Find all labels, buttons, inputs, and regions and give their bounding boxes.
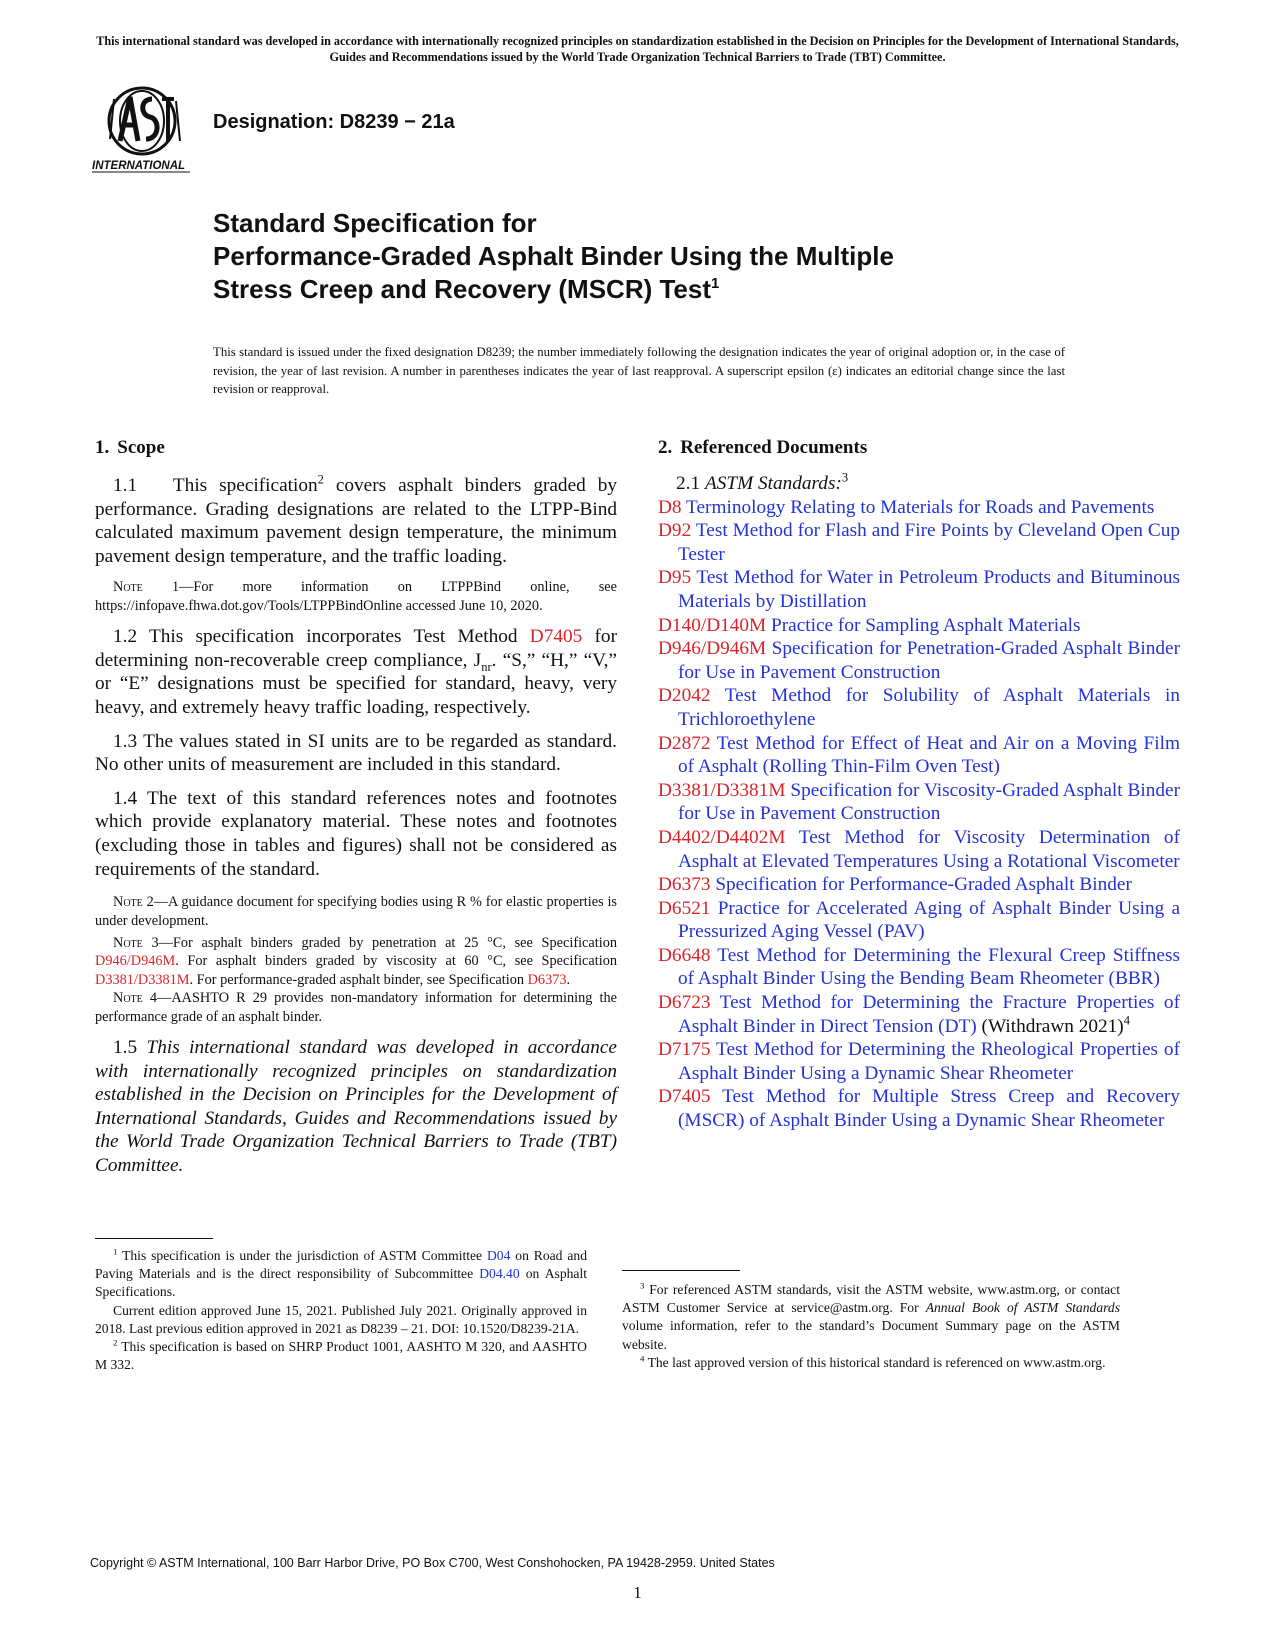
referenced-documents-section: [658, 436, 1180, 1133]
title-line-2: Performance-Graded Asphalt Binder Using the Multiple: [213, 241, 894, 271]
note-text: 2—A guidance document for specifying bodies using R % for elastic properties is under development.: [95, 894, 617, 929]
reference-list: [658, 496, 1180, 1133]
reference-title-link[interactable]: Terminology Relating to Materials for Roads and Pavements: [681, 496, 1155, 518]
footnote-text: For referenced ASTM standards, visit the ASTM website, www.astm.org, or contact ASTM Customer Service at service@astm.org. For: [622, 1282, 1120, 1316]
reference-code-link[interactable]: D95: [658, 567, 692, 589]
reference-title-link[interactable]: Test Method for Water in Petroleum Products and Bituminous Materials by Distillation: [678, 567, 1180, 612]
referenced-heading: [658, 436, 1180, 460]
reference-title-link[interactable]: Test Method for Multiple Stress Creep and Recovery (MSCR) of Asphalt Binder Using a Dynamic Shear Rheometer: [678, 1086, 1180, 1132]
note-2: [95, 893, 617, 930]
page-number: 1: [633, 1583, 642, 1602]
footnote-1-edition: Current edition approved June 15, 2021. Published July 2021. Originally approved in 2018. Last previous edition approved in 2021 as D8239 – 21. DOI: 10.1520/D8239-21A.: [95, 1302, 587, 1336]
title-line-1: Standard Specification for: [213, 208, 537, 238]
title-line-3: [213, 273, 894, 306]
footnote-3: [622, 1281, 1120, 1354]
note-label: Note: [113, 934, 143, 951]
reference-item: [658, 897, 1180, 944]
reference-title-link[interactable]: Specification for Penetration-Graded Asphalt Binder for Use in Pavement Construction: [678, 638, 1180, 683]
subscript: nr: [481, 659, 492, 674]
reference-item: [658, 826, 1180, 873]
scope-heading: [95, 436, 617, 460]
reference-title-link[interactable]: Test Method for Viscosity Determination of Asphalt at Elevated Temperatures Using a Rotational Viscometer: [678, 826, 1180, 872]
note-3: [95, 934, 617, 989]
note-text: .: [566, 971, 571, 988]
reference-code-link[interactable]: D7405: [658, 1086, 711, 1108]
scope-heading-text: Scope: [117, 437, 165, 458]
reference-code-link[interactable]: D2872: [658, 732, 711, 754]
reference-item: [658, 566, 1180, 613]
wto-statement: This international standard was developed in accordance with internationally recognized principles on standardization established in the Decision on Principles for the Development of International Standards, Guides and Recommendations issued by the World Trade Organization Technical Barriers to Trade (TBT) Committee.: [96, 34, 1179, 64]
link-d04[interactable]: D04: [486, 1248, 511, 1263]
document-title: [213, 207, 894, 306]
reference-item: [658, 684, 1180, 731]
footnote-number: 2: [113, 1337, 118, 1348]
footnote-number: 4: [640, 1353, 645, 1364]
footnote-4: [622, 1354, 1120, 1372]
footnote-text: on Road and Paving Materials and is the direct responsibility of Subcommittee: [95, 1248, 587, 1282]
footnote-ref: 2: [317, 472, 324, 487]
para-number: 1.1: [113, 475, 138, 496]
reference-title-link[interactable]: Practice for Accelerated Aging of Asphalt Binder Using a Pressurized Aging Vessel (PAV): [678, 897, 1180, 943]
reference-code-link[interactable]: D3381/D3381M: [658, 779, 786, 801]
link-d3381[interactable]: D3381/D3381M: [95, 971, 190, 988]
reference-item: [658, 1085, 1180, 1132]
reference-code-link[interactable]: D8: [658, 496, 682, 518]
reference-code-link[interactable]: D6373: [658, 874, 711, 896]
footnote-ref: 4: [1123, 1013, 1130, 1028]
reference-title-link[interactable]: Test Method for Determining the Flexural Creep Stiffness of Asphalt Binder Using the Bending Beam Rheometer (BBR): [678, 944, 1180, 990]
para-text: covers asphalt binders graded by performance. Grading designations are related to the LTPP-Bind calculated maximum pavement design temperature, the minimum pavement design temperature, and the traffic loading.: [95, 475, 617, 567]
reference-item: [658, 1038, 1180, 1085]
scope-para-1-1: [95, 474, 617, 568]
reference-item: [658, 496, 1180, 520]
note-1: [95, 578, 617, 615]
link-d6373[interactable]: D6373: [527, 971, 567, 988]
footnote-1: [95, 1247, 587, 1302]
footnote-text: This specification is under the jurisdiction of ASTM Committee: [117, 1248, 487, 1263]
reference-code-link[interactable]: D6723: [658, 992, 711, 1014]
para-text: . “S,” “H,” “V,” or “E” designations must be specified for standard, heavy, very heavy, and extremely heavy traffic loading, respectively.: [95, 649, 617, 718]
reference-code-link[interactable]: D6648: [658, 944, 711, 966]
reference-item: [658, 637, 1180, 684]
note-label: Note: [113, 990, 143, 1007]
note-4: [95, 989, 617, 1026]
copyright: Copyright © ASTM International, 100 Barr Harbor Drive, PO Box C700, West Conshohocken, PA 19428-2959. United States: [90, 1556, 775, 1570]
reference-item: [658, 944, 1180, 991]
note-text: . For performance-graded asphalt binder, see Specification: [189, 971, 528, 988]
note-label: Note: [113, 579, 143, 596]
reference-title-link[interactable]: Test Method for Determining the Rheological Properties of Asphalt Binder Using a Dynamic Shear Rheometer: [678, 1039, 1180, 1084]
note-text: 1—For more information on LTPPBind online, see https://infopave.fhwa.dot.gov/Tools/LTPPBindOnline accessed June 10, 2020.: [95, 579, 617, 614]
reference-item: [658, 614, 1180, 638]
reference-code-link[interactable]: D7175: [658, 1039, 711, 1061]
para-text: for determining non-recoverable creep compliance, J: [95, 626, 617, 671]
reference-title-link[interactable]: Test Method for Solubility of Asphalt Materials in Trichloroethylene: [678, 685, 1180, 730]
reference-title-link[interactable]: Practice for Sampling Asphalt Materials: [766, 614, 1081, 636]
reference-code-link[interactable]: D92: [658, 520, 692, 542]
referenced-heading-text: Referenced Documents: [680, 437, 868, 458]
link-d946[interactable]: D946/D946M: [95, 953, 176, 970]
reference-title-link[interactable]: Specification for Viscosity-Graded Asphalt Binder for Use in Pavement Construction: [678, 779, 1180, 825]
footnote-divider: [95, 1238, 213, 1239]
note-text: . For asphalt binders graded by viscosity at 60 °C, see Specification: [175, 953, 617, 970]
note-text: 4—AASHTO R 29 provides non-mandatory information for determining the performance grade of an asphalt binder.: [95, 990, 617, 1025]
footnote-text: volume information, refer to the standard’s Document Summary page on the ASTM website.: [622, 1318, 1120, 1352]
reference-status: (Withdrawn 2021): [976, 1015, 1124, 1037]
reference-title-link[interactable]: Specification for Performance-Graded Asphalt Binder: [710, 874, 1132, 896]
footnotes-right: [622, 1281, 1120, 1372]
footnote-divider-right: [622, 1270, 740, 1271]
para-text: 1.2 This specification incorporates Test Method: [113, 626, 530, 648]
reference-item: [658, 779, 1180, 826]
note-label: Note: [113, 894, 143, 911]
para-text: This international standard was developed in accordance with internationally recognized principles on standardization established in the Decision on Principles for the Development of International Standards, Guides and Recommendations issued by the World Trade Organization Technical Barriers to Trade (TBT) Committee.: [95, 1036, 617, 1176]
reference-code-link[interactable]: D140/D140M: [658, 614, 767, 636]
reference-title-link[interactable]: Test Method for Effect of Heat and Air on a Moving Film of Asphalt (Rolling Thin-Film Oven Test): [678, 732, 1180, 778]
issuance-note: This standard is issued under the fixed designation D8239; the number immediately following the designation indicates the year of original adoption or, in the case of revision, the year of last revision. A number in parentheses indicates the year of last reapproval. A superscript epsilon (ε) indicates an editorial change since the last revision or reapproval.: [213, 345, 1065, 396]
footnote-2: [95, 1338, 587, 1374]
footnote-text: This specification is based on SHRP Product 1001, AASHTO M 320, and AASHTO M 332.: [95, 1339, 587, 1373]
para-number: 2.1: [676, 473, 701, 494]
reference-item: [658, 873, 1180, 897]
designation: Designation: D8239 − 21a: [213, 111, 455, 133]
scope-para-1-4: 1.4 The text of this standard references notes and footnotes which provide explanatory material. These notes and footnotes (excluding those in tables and figures) shall not be considered as requirements of the standard.: [95, 787, 617, 880]
title-footnote-ref: 1: [711, 275, 720, 292]
footnote-number: 1: [113, 1246, 118, 1257]
reference-item: [658, 991, 1180, 1038]
scope-section: [95, 436, 617, 1178]
link-d04-40[interactable]: D04.40: [479, 1266, 520, 1282]
note-text: 3—For asphalt binders graded by penetration at 25 °C, see Specification: [142, 934, 617, 951]
footnote-text: The last approved version of this historical standard is referenced on www.astm.org.: [644, 1354, 1106, 1370]
logo-wordmark: INTERNATIONAL: [92, 160, 186, 172]
title-line-3-text: Stress Creep and Recovery (MSCR) Test: [213, 274, 712, 304]
subheading-text: ASTM Standards:: [704, 473, 842, 494]
reference-code-link[interactable]: D6521: [658, 897, 711, 919]
referenced-heading-number: 2.: [658, 437, 673, 458]
footnotes-left: [95, 1247, 587, 1374]
para-number: 1.5: [113, 1036, 147, 1058]
astm-standards-subheading: [658, 472, 1180, 496]
link-d7405[interactable]: D7405: [529, 626, 583, 648]
footnote-number: 3: [640, 1280, 645, 1291]
scope-para-1-3: 1.3 The values stated in SI units are to be regarded as standard. No other units of measurement are included in this standard.: [95, 730, 617, 776]
reference-title-link[interactable]: Test Method for Determining the Fracture Properties of Asphalt Binder in Direct Tension (DT): [678, 992, 1180, 1037]
reference-code-link[interactable]: D946/D946M: [658, 638, 767, 660]
reference-item: [658, 732, 1180, 779]
footnote-ref: 3: [841, 470, 849, 485]
scope-heading-number: 1.: [95, 437, 110, 458]
para-text: This specification: [172, 475, 318, 496]
reference-item: [658, 519, 1180, 566]
scope-para-1-5: [95, 1036, 617, 1178]
footnote-text: on Asphalt Specifications.: [95, 1266, 587, 1300]
reference-code-link[interactable]: D2042: [658, 685, 711, 707]
reference-code-link[interactable]: D4402/D4402M: [658, 826, 786, 848]
footnote-italic: Annual Book of ASTM Standards: [925, 1300, 1120, 1316]
astm-logo-icon: [90, 85, 198, 175]
reference-title-link[interactable]: Test Method for Flash and Fire Points by Cleveland Open Cup Tester: [678, 520, 1180, 565]
scope-para-1-2: [95, 625, 617, 719]
